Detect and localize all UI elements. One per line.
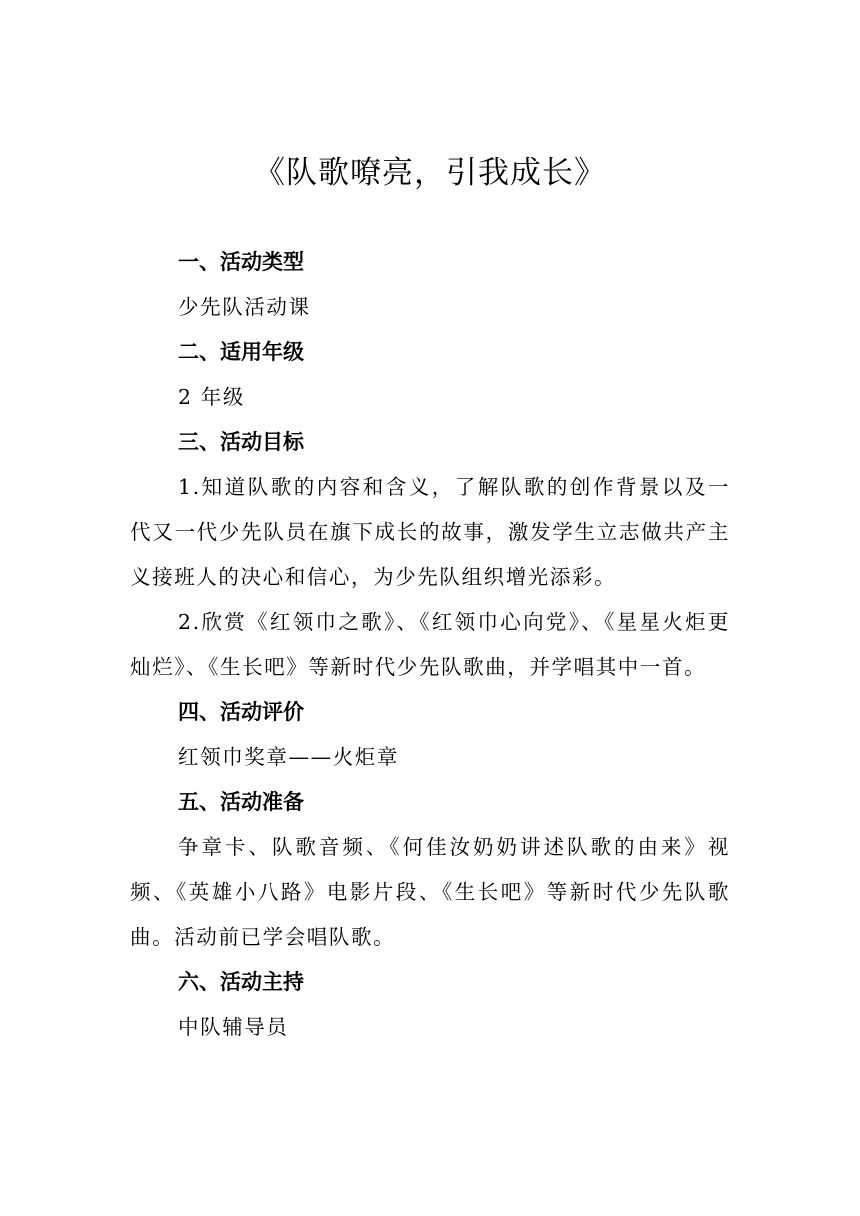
section-content-activity-type: 少先队活动课 [178, 295, 311, 319]
section-content-preparation: 争章卡、队歌音频、《何佳汝奶奶讲述队歌的由来》视频、《英雄小八路》电影片段、《生长吧》等新时代少先队歌曲。活动前已学会唱队歌。 [130, 835, 730, 949]
section-content-evaluation: 红领巾奖章——火炬章 [178, 745, 399, 769]
document-body [130, 240, 730, 1050]
section-content-host: 中队辅导员 [178, 1015, 289, 1039]
section-heading-grade: 二、适用年级 [178, 340, 304, 364]
section-heading-preparation: 五、活动准备 [178, 790, 304, 814]
objective-paragraph-2: 2.欣赏《红领巾之歌》、《红领巾心向党》、《星星火炬更灿烂》、《生长吧》等新时代少先队歌曲，并学唱其中一首。 [130, 610, 730, 679]
section-heading-activity-type: 一、活动类型 [178, 250, 304, 274]
section-heading-host: 六、活动主持 [178, 970, 304, 994]
document-title: 《队歌嘹亮，引我成长》 [254, 155, 606, 191]
objective-paragraph-1: 1.知道队歌的内容和含义，了解队歌的创作背景以及一代又一代少先队员在旗下成长的故事，激发学生立志做共产主义接班人的决心和信心，为少先队组织增光添彩。 [130, 475, 730, 589]
section-heading-evaluation: 四、活动评价 [178, 700, 304, 724]
section-content-grade: 2 年级 [178, 385, 245, 409]
section-heading-objectives: 三、活动目标 [178, 430, 304, 454]
